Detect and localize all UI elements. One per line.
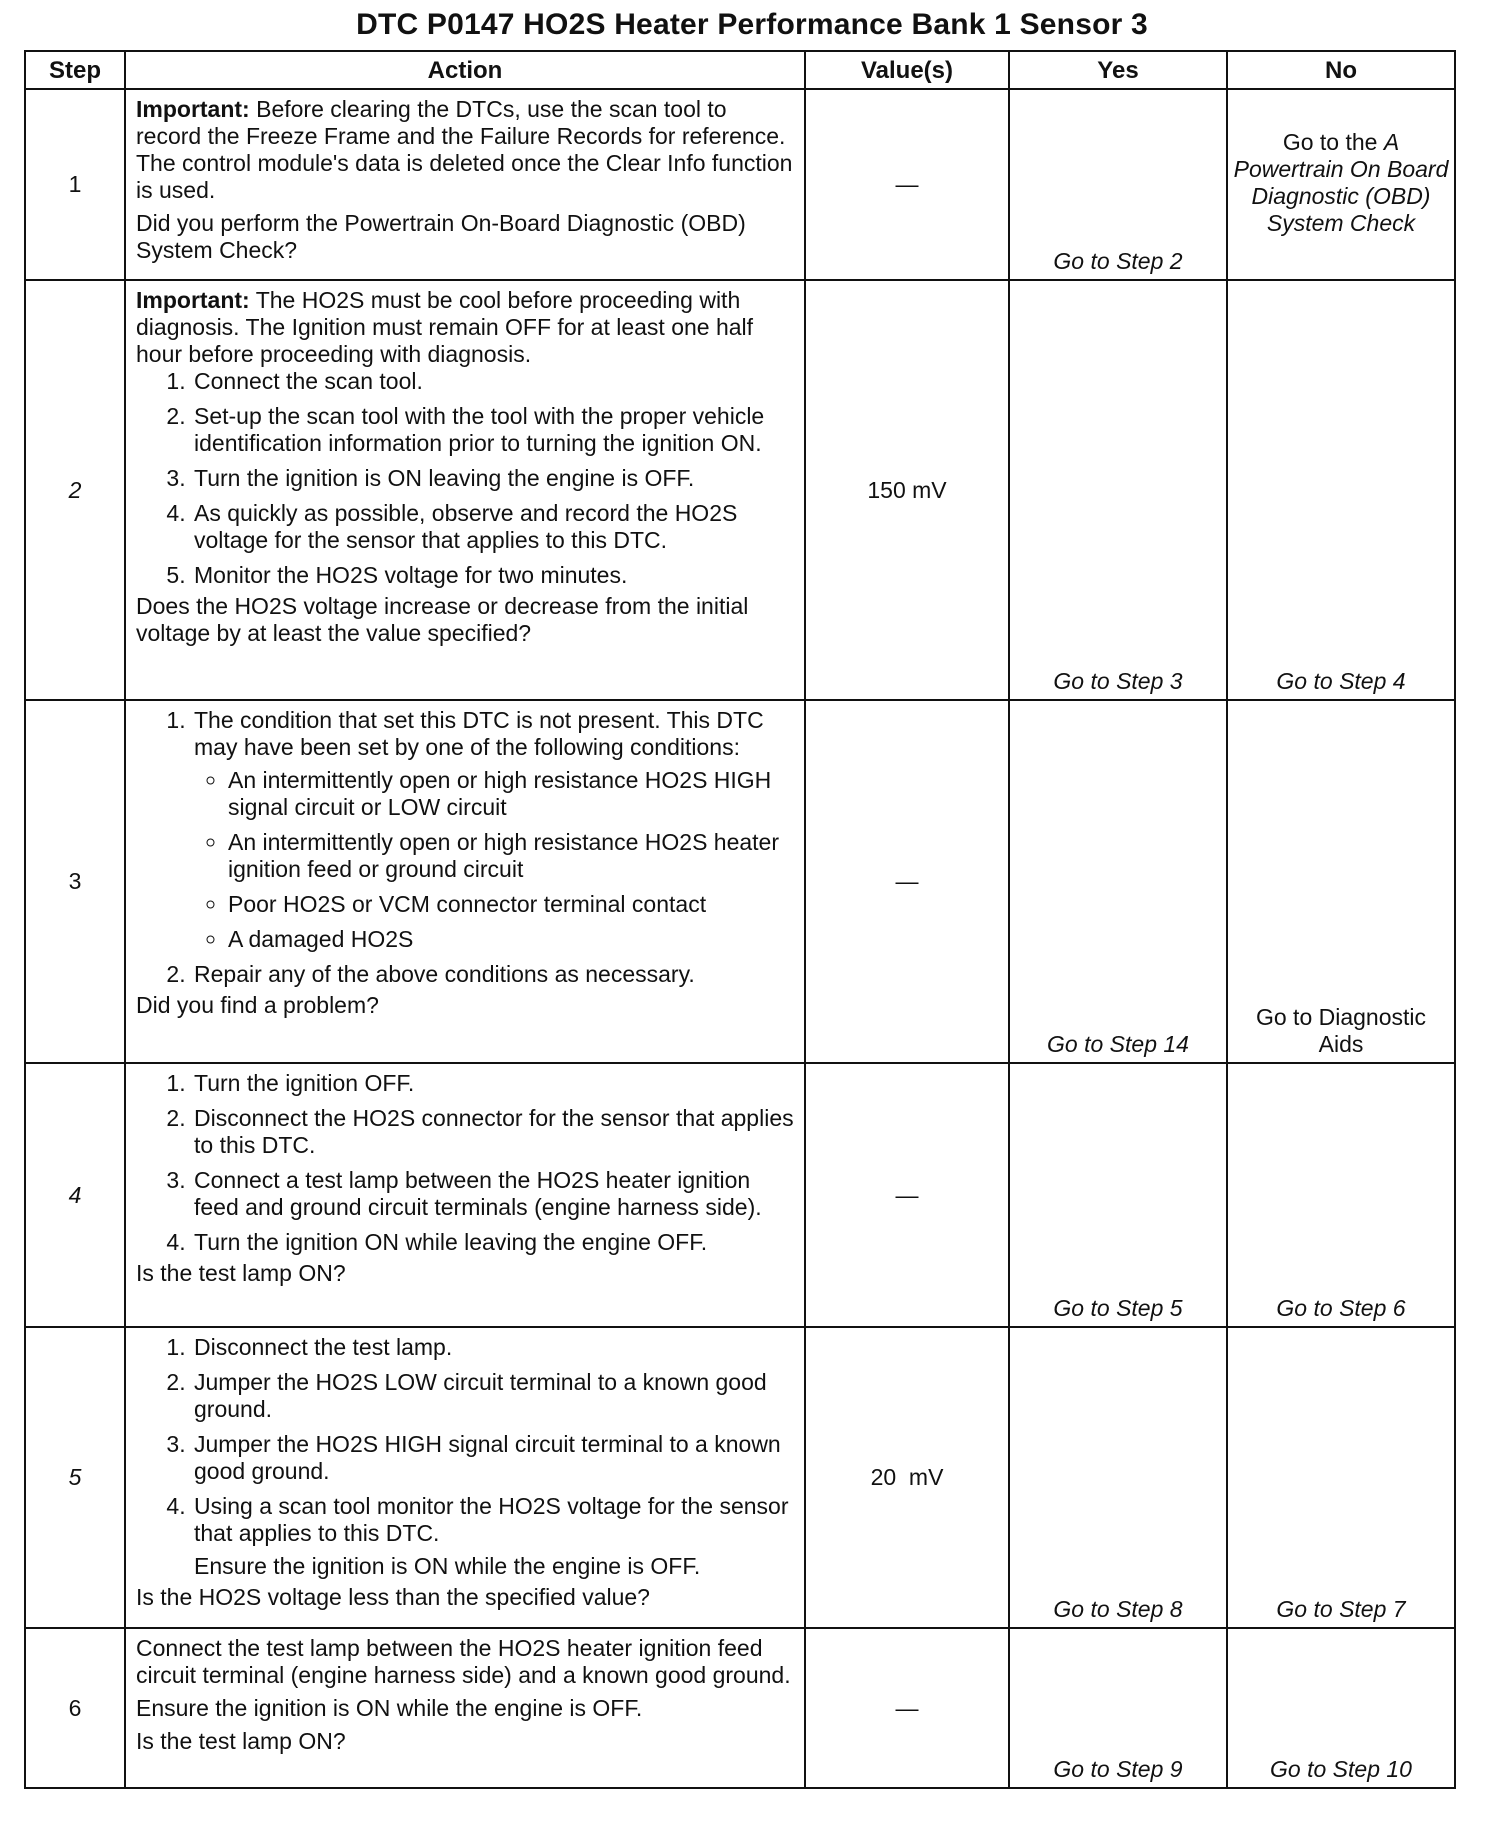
step-number: 5 [25,1327,125,1628]
action-cell [125,1063,805,1327]
yes-cell: Go to Step 9 [1009,1628,1227,1788]
table-row [25,89,1455,280]
step-question: Is the test lamp ON? [136,1728,346,1754]
step-number: 1 [25,89,125,280]
instruction-list [136,707,794,988]
step-question: Did you find a problem? [136,992,379,1018]
yes-cell: Go to Step 14 [1009,700,1227,1063]
no-cell: Go to Step 4 [1227,280,1455,700]
list-item: 4. As quickly as possible, observe and record the HO2S voltage for the sensor that applies to this DTC. [192,500,794,554]
important-text: Before clearing the DTCs, use the scan tool to record the Freeze Frame and the Failure Records for reference. The control module's data is deleted once the Clear Info function is used. [136,96,793,203]
table-row [25,280,1455,700]
value-cell: — [805,700,1009,1063]
table-row [25,1063,1455,1327]
value-cell: — [805,1063,1009,1327]
value-cell: — [805,1628,1009,1788]
instruction-list [136,368,794,589]
value-cell: — [805,89,1009,280]
header-action: Action [125,51,805,89]
list-item [192,1493,794,1580]
header-values: Value(s) [805,51,1009,89]
header-yes: Yes [1009,51,1227,89]
no-cell [1227,89,1455,280]
yes-cell: Go to Step 5 [1009,1063,1227,1327]
list-item: 3. Turn the ignition is ON leaving the engine is OFF. [192,465,794,492]
no-cell: Go to Diagnostic Aids [1227,700,1455,1063]
list-item: 2. Disconnect the HO2S connector for the sensor that applies to this DTC. [192,1105,794,1159]
list-item: 1. Turn the ignition OFF. [192,1070,794,1097]
table-row [25,700,1455,1063]
important-label: Important: [136,287,250,313]
action-cell [125,89,805,280]
list-item: 2. Jumper the HO2S LOW circuit terminal to a known good ground. [192,1369,794,1423]
table-header-row [25,51,1455,89]
step-number: 6 [25,1628,125,1788]
bullet-item: ◦ A damaged HO2S [228,926,794,953]
diagnostic-table [24,50,1456,1789]
step-question: Did you perform the Powertrain On-Board Diagnostic (OBD) System Check? [136,210,746,263]
list-item-text: Using a scan tool monitor the HO2S voltage for the sensor that applies to this DTC. [194,1493,789,1546]
important-note [136,287,794,368]
action-cell [125,700,805,1063]
action-cell [125,280,805,700]
important-note [136,96,794,204]
value-cell: 150 mV [805,280,1009,700]
instruction-list [136,1334,794,1580]
list-item: 4. Turn the ignition ON while leaving the engine OFF. [192,1229,794,1256]
table-row [25,1327,1455,1628]
step-question: Is the test lamp ON? [136,1260,346,1286]
list-item: 2. Set-up the scan tool with the tool with the proper vehicle identification information prior to turning the ignition ON. [192,403,794,457]
no-cell: Go to Step 10 [1227,1628,1455,1788]
list-item: 5. Monitor the HO2S voltage for two minutes. [192,562,794,589]
step-number: 2 [25,280,125,700]
step-question: Is the HO2S voltage less than the specified value? [136,1584,650,1610]
important-text: The HO2S must be cool before proceeding with diagnosis. The Ignition must remain OFF for at least one half hour before proceeding with diagnosis. [136,287,754,367]
list-item: 3. Connect a test lamp between the HO2S heater ignition feed and ground circuit terminals (engine harness side). [192,1167,794,1221]
action-cell [125,1628,805,1788]
page-title: DTC P0147 HO2S Heater Performance Bank 1 Sensor 3 [356,8,1148,41]
condition-list [194,767,794,953]
bullet-item: ◦ Poor HO2S or VCM connector terminal contact [228,891,794,918]
yes-cell: Go to Step 2 [1009,89,1227,280]
no-prefix: Go to the [1282,128,1384,155]
step-question: Does the HO2S voltage increase or decrease from the initial voltage by at least the value specified? [136,593,749,646]
step-number: 3 [25,700,125,1063]
step-number: 4 [25,1063,125,1327]
important-label: Important: [136,96,250,122]
header-no: No [1227,51,1455,89]
value-cell: 20 mV [805,1327,1009,1628]
list-item: 1. Connect the scan tool. [192,368,794,395]
list-item: 3. Jumper the HO2S HIGH signal circuit terminal to a known good ground. [192,1431,794,1485]
step-note: Ensure the ignition is ON while the engine is OFF. [136,1695,643,1721]
yes-cell: Go to Step 3 [1009,280,1227,700]
list-item-text: The condition that set this DTC is not present. This DTC may have been set by one of the following conditions: [194,707,764,760]
step-text: Connect the test lamp between the HO2S heater ignition feed circuit terminal (engine harness side) and a known good ground. [136,1635,791,1688]
list-item: 2. Repair any of the above conditions as necessary. [192,961,794,988]
instruction-list [136,1070,794,1256]
bullet-item: ◦ An intermittently open or high resistance HO2S HIGH signal circuit or LOW circuit [228,767,794,821]
list-item [192,707,794,953]
action-cell [125,1327,805,1628]
table-row [25,1628,1455,1788]
no-link: A Powertrain On Board Diagnostic (OBD) System Check [1233,128,1449,236]
yes-cell: Go to Step 8 [1009,1327,1227,1628]
no-cell: Go to Step 6 [1227,1063,1455,1327]
list-item: 1. Disconnect the test lamp. [192,1334,794,1361]
step-note: Ensure the ignition is ON while the engine is OFF. [194,1553,701,1579]
header-step: Step [25,51,125,89]
no-cell: Go to Step 7 [1227,1327,1455,1628]
bullet-item: ◦ An intermittently open or high resistance HO2S heater ignition feed or ground circuit [228,829,794,883]
